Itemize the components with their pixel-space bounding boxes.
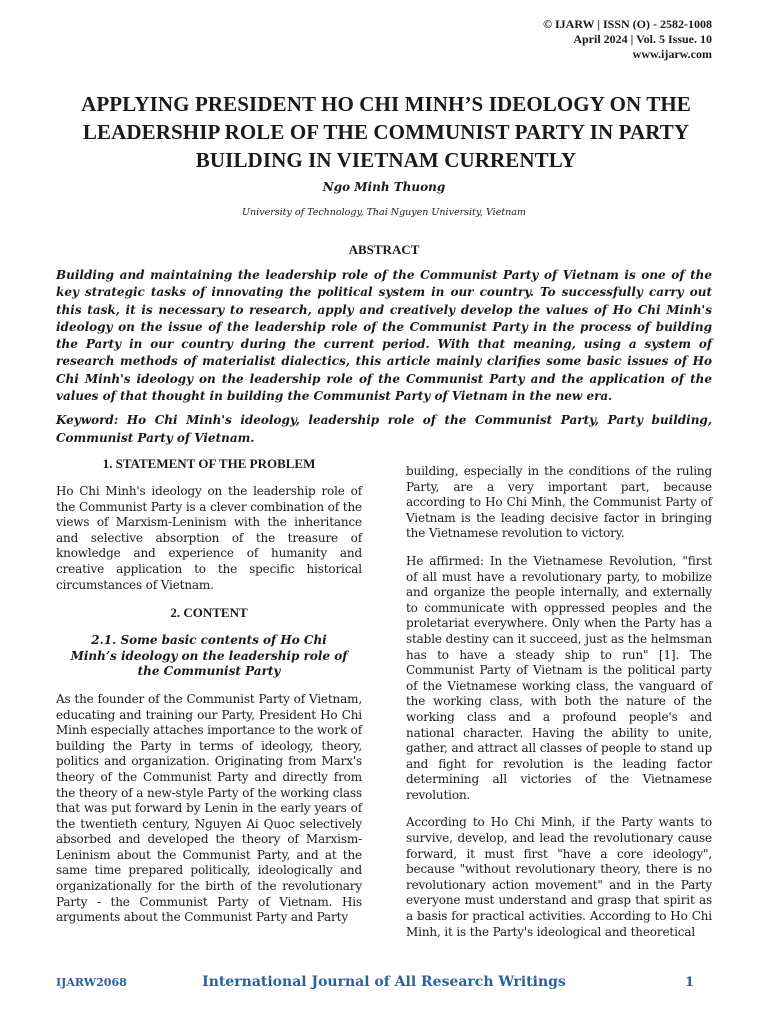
section2-heading: 2. CONTENT bbox=[170, 605, 248, 621]
keywords: Keyword: Ho Chi Minh's ideology, leadership role of the Communist Party, Party building, Communist Party of Vietnam. bbox=[56, 413, 712, 445]
author-affiliation: University of Technology, Thai Nguyen University, Vietnam bbox=[242, 207, 526, 218]
footer-page-number: 1 bbox=[684, 975, 694, 990]
page-footer bbox=[56, 974, 712, 994]
footer-journal-name: International Journal of All Research Writings bbox=[202, 974, 566, 990]
paper-title: APPLYING PRESIDENT HO CHI MINH’S IDEOLOGY ON THE LEADERSHIP ROLE OF THE COMMUNIST PARTY IN PARTY BUILDING IN VIETNAM CURRENTLY bbox=[81, 92, 691, 172]
abstract-text: Building and maintaining the leadership role of the Communist Party of Vietnam is one of the key strategic tasks of innovating the political system in our country. To successfully carry out this task, it is necessary to research, apply and creatively develop the values of Ho Chi Minh's ideology on the issue of the leadership role of the Communist Party in the process of building the Party in our country during the current period. With that meaning, using a system of research methods of materialist dialectics, this article mainly clarifies some basic issues of Ho Chi Minh's ideology on the leadership role of the Communist Party and the application of the values of that thought in building the Communist Party of Vietnam in the new era. bbox=[56, 268, 712, 404]
right-column bbox=[406, 464, 712, 952]
right-paragraph-2: He affirmed: In the Vietnamese Revolution, "first of all must have a revolutionary party, to mobilize and organize the people internally, and externally to communicate with oppressed peoples and the proletariat everywhere. Only when the Party has a stable destiny can it succeed, just as the helmsman has to have a steady ship to run" [1]. The Communist Party of Vietnam is the political party of the Vietnamese working class, the vanguard of the working class, with both the nature of the working class and a profound people's and national character. Having the ability to unite, gather, and attract all classes of people to stand up and fight for revolution is the leading factor determining all victories of the Vietnamese revolution. bbox=[406, 553, 712, 802]
header-issn: © IJARW | ISSN (O) - 2582-1008 bbox=[543, 17, 712, 31]
section1-paragraph: Ho Chi Minh's ideology on the leadership role of the Communist Party is a clever combination of the views of Marxism-Leninism with the inheritance and selective absorption of the treasure of knowledge and experience of humanity and creative application to the specific historical circumstances of Vietnam. bbox=[56, 484, 362, 592]
left-column bbox=[56, 456, 362, 938]
subsection-paragraph: As the founder of the Communist Party of Vietnam, educating and training our Party, President Ho Chi Minh especially attaches importance to the work of building the Party in terms of ideology, theory, politics and organization. Originating from Marx's theory of the Communist Party and directly from the theory of a new-style Party of the working class that was put forward by Lenin in the early years of the twentieth century, Nguyen Ai Quoc selectively absorbed and developed the theory of Marxism-Leninism about the Communist Party, and at the same time prepared politically, ideologically and organizationally for the birth of the revolutionary Party - the Communist Party of Vietnam. His arguments about the Communist Party and Party bbox=[56, 691, 362, 925]
right-paragraph-1: building, especially in the conditions of the ruling Party, are a very important part, because according to Ho Chi Minh, the Communist Party of Vietnam is the leading decisive factor in bringing the Vietnamese revolution to victory. bbox=[406, 464, 712, 541]
footer-paper-id: IJARW2068 bbox=[56, 976, 127, 989]
subsection-heading: 2.1. Some basic contents of Ho Chi Minh’s ideology on the leadership role of the Communist Party bbox=[70, 633, 348, 679]
section1-heading: 1. STATEMENT OF THE PROBLEM bbox=[102, 456, 316, 471]
header-website: www.ijarw.com bbox=[632, 47, 712, 61]
abstract-heading: ABSTRACT bbox=[348, 242, 420, 257]
author-name: Ngo Minh Thuong bbox=[322, 180, 446, 194]
right-paragraph-3: According to Ho Chi Minh, if the Party wants to survive, develop, and lead the revolutionary cause forward, it must first "have a core ideology", because "without revolutionary theory, there is no revolutionary action movement" and in the Party everyone must understand and grasp that spirit as a basis for practical activities. According to Ho Chi Minh, it is the Party's ideological and theoretical bbox=[406, 815, 712, 939]
journal-header bbox=[543, 17, 712, 62]
header-issue: April 2024 | Vol. 5 Issue. 10 bbox=[573, 32, 712, 46]
